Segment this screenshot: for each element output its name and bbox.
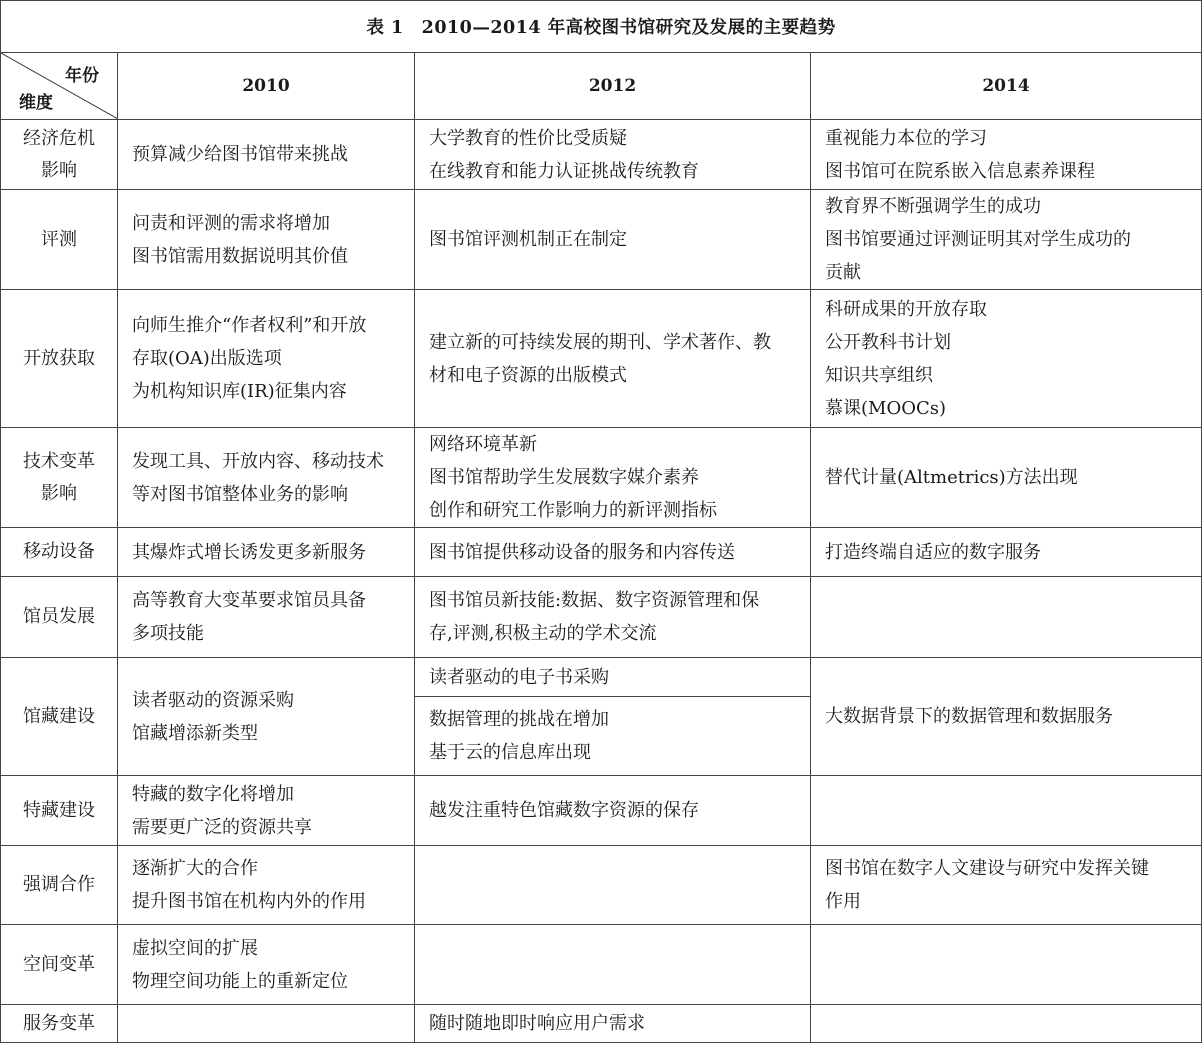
cell-2014 (811, 528, 1202, 577)
cell-2012 (415, 577, 811, 658)
cell-2014 (811, 428, 1202, 528)
cell-2014-line: 慕课(MOOCs) (825, 397, 946, 419)
corner-header-cell (1, 53, 118, 120)
cell-2012-line: 在线教育和能力认证挑战传统教育 (429, 160, 699, 182)
dimension-cell (1, 428, 118, 528)
cell-2010-line: 提升图书馆在机构内外的作用 (132, 891, 366, 912)
table-row (1, 1005, 1202, 1043)
table-row (1, 925, 1202, 1005)
cell-2012 (415, 428, 811, 528)
cell-2010 (118, 1005, 415, 1043)
cell-2014-line: 教育界不断强调学生的成功 (825, 196, 1041, 217)
dimension-cell (1, 658, 118, 776)
cell-2010-line: 多项技能 (132, 623, 204, 644)
cell-2010-line: 图书馆需用数据说明其价值 (132, 245, 348, 267)
cell-2012-line: 大学教育的性价比受质疑 (429, 127, 627, 149)
table-row (1, 776, 1202, 846)
cell-2014-line: 科研成果的开放存取 (825, 298, 987, 320)
dimension-cell-line: 馆员发展 (23, 606, 95, 627)
cell-2012-line: 存,评测,积极主动的学术交流 (429, 623, 657, 644)
cell-2014 (811, 120, 1202, 190)
dimension-cell-line: 影响 (41, 159, 77, 181)
dimension-cell-line: 经济危机 (23, 127, 95, 149)
cell-2014-line: 公开教科书计划 (825, 331, 951, 353)
header-2012: 2012 (415, 53, 811, 120)
cell-2014-line: 大数据背景下的数据管理和数据服务 (825, 706, 1113, 727)
dimension-cell-line: 评测 (41, 228, 77, 250)
cell-2010-line: 预算减少给图书馆带来挑战 (132, 144, 348, 165)
cell-2014 (811, 925, 1202, 1005)
cell-2014-line: 作用 (825, 891, 861, 912)
dimension-cell-line: 影响 (41, 482, 77, 504)
header-2010: 2010 (118, 53, 415, 120)
dimension-cell-line: 移动设备 (23, 541, 95, 562)
cell-2012-line: 创作和研究工作影响力的新评测指标 (429, 500, 717, 521)
cell-2014 (811, 190, 1202, 290)
cell-2010-line: 等对图书馆整体业务的影响 (132, 483, 348, 505)
cell-2012-line: 材和电子资源的出版模式 (429, 364, 627, 386)
dimension-cell (1, 925, 118, 1005)
cell-2012 (415, 120, 811, 190)
cell-2010-line: 发现工具、开放内容、移动技术 (132, 450, 384, 472)
cell-2010 (118, 658, 415, 776)
cell-2010 (118, 528, 415, 577)
dimension-cell-line: 开放获取 (23, 347, 95, 369)
dimension-cell (1, 846, 118, 925)
cell-2012 (415, 846, 811, 925)
table-row (1, 428, 1202, 528)
cell-2010-line: 存取(OA)出版选项 (132, 348, 282, 369)
dimension-cell (1, 776, 118, 846)
cell-2012-line: 图书馆员新技能:数据、数字资源管理和保 (429, 590, 760, 611)
cell-2012-line: 图书馆评测机制正在制定 (429, 229, 627, 250)
cell-2014-line: 图书馆在数字人文建设与研究中发挥关键 (825, 858, 1149, 879)
cell-2010-line: 为机构知识库(IR)征集内容 (132, 381, 347, 402)
corner-label-dimension: 维度 (19, 93, 53, 113)
cell-2014 (811, 658, 1202, 776)
table-row (1, 577, 1202, 658)
table-title: 表 1 2010—2014 年高校图书馆研究及发展的主要趋势 (1, 1, 1202, 53)
cell-2010 (118, 120, 415, 190)
cell-2010 (118, 846, 415, 925)
dimension-cell (1, 190, 118, 290)
dimension-cell-line: 馆藏建设 (23, 705, 95, 727)
cell-2012-line: 图书馆提供移动设备的服务和内容传送 (429, 541, 735, 563)
cell-2014 (811, 776, 1202, 846)
dimension-cell-line: 特藏建设 (23, 799, 95, 821)
cell-2010 (118, 190, 415, 290)
table-title-row (1, 1, 1202, 53)
cell-2010-line: 向师生推介“作者权利”和开放 (132, 315, 367, 336)
cell-2012 (415, 658, 811, 697)
cell-2014-line: 重视能力本位的学习 (825, 127, 987, 149)
cell-2010-line: 逐渐扩大的合作 (132, 858, 258, 879)
cell-2012-line: 建立新的可持续发展的期刊、学术著作、教 (429, 331, 771, 353)
cell-2012-line: 图书馆帮助学生发展数字媒介素养 (429, 467, 699, 488)
cell-2012 (415, 528, 811, 577)
dimension-cell-line: 服务变革 (23, 1012, 95, 1034)
header-2014: 2014 (811, 53, 1202, 120)
cell-2010-line: 高等教育大变革要求馆员具备 (132, 590, 366, 611)
cell-2014-line: 图书馆可在院系嵌入信息素养课程 (825, 160, 1095, 182)
dimension-cell-line: 强调合作 (23, 874, 95, 895)
cell-2014 (811, 577, 1202, 658)
cell-2010-line: 读者驱动的资源采购 (132, 689, 294, 711)
dimension-cell (1, 577, 118, 658)
cell-2010-line: 物理空间功能上的重新定位 (132, 970, 348, 992)
cell-2012 (415, 776, 811, 846)
cell-2010 (118, 290, 415, 428)
dimension-cell (1, 120, 118, 190)
cell-2010-line: 特藏的数字化将增加 (132, 783, 294, 805)
cell-2012-line: 基于云的信息库出现 (429, 742, 591, 763)
cell-2012-line: 数据管理的挑战在增加 (429, 709, 609, 730)
cell-2010-line: 虚拟空间的扩展 (132, 937, 258, 959)
table-row (1, 290, 1202, 428)
cell-2010-line: 其爆炸式增长诱发更多新服务 (132, 541, 366, 563)
table-row (1, 120, 1202, 190)
cell-2014-line: 图书馆要通过评测证明其对学生成功的 (825, 229, 1131, 250)
cell-2012 (415, 290, 811, 428)
cell-2010 (118, 925, 415, 1005)
cell-2010 (118, 428, 415, 528)
cell-2012 (415, 190, 811, 290)
table-row (1, 846, 1202, 925)
cell-2014 (811, 1005, 1202, 1043)
dimension-cell (1, 1005, 118, 1043)
cell-2014-line: 贡献 (825, 262, 861, 283)
cell-2014 (811, 846, 1202, 925)
cell-2012-line: 越发注重特色馆藏数字资源的保存 (429, 800, 699, 821)
cell-2014-line: 知识共享组织 (825, 364, 933, 386)
table-row (1, 190, 1202, 290)
cell-2012 (415, 1005, 811, 1043)
cell-2014-line: 替代计量(Altmetrics)方法出现 (825, 467, 1078, 488)
cell-2012 (415, 697, 811, 776)
table-row (1, 528, 1202, 577)
dimension-cell (1, 290, 118, 428)
dimension-cell-line: 技术变革 (23, 450, 95, 472)
cell-2012-line: 网络环境革新 (429, 434, 537, 455)
dimension-cell-line: 空间变革 (23, 953, 95, 975)
cell-2010 (118, 577, 415, 658)
cell-2010 (118, 776, 415, 846)
cell-2014-line: 打造终端自适应的数字服务 (825, 541, 1041, 563)
cell-2012-line: 读者驱动的电子书采购 (429, 666, 609, 688)
cell-2010-line: 需要更广泛的资源共享 (132, 816, 312, 838)
dimension-cell (1, 528, 118, 577)
cell-2010-line: 问责和评测的需求将增加 (132, 212, 330, 234)
table-row (1, 658, 1202, 697)
cell-2012-line: 随时随地即时响应用户需求 (429, 1013, 645, 1034)
cell-2012 (415, 925, 811, 1005)
cell-2010-line: 馆藏增添新类型 (132, 722, 258, 744)
table-header-row (1, 53, 1202, 120)
table-body (1, 120, 1202, 1043)
corner-label-year: 年份 (65, 66, 99, 86)
cell-2014 (811, 290, 1202, 428)
